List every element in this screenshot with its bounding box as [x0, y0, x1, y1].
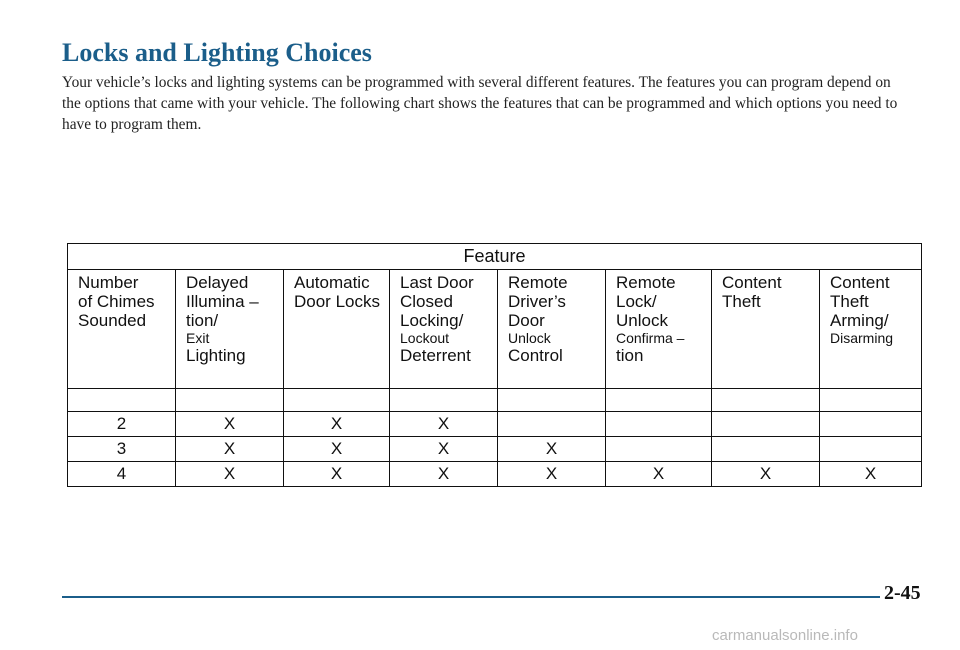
header-line: Lock/	[616, 292, 657, 311]
table-cell	[606, 437, 712, 462]
feature-group-header: Feature	[68, 244, 922, 270]
watermark-text: carmanualsonline.info	[712, 627, 858, 644]
table-cell: X	[712, 462, 820, 487]
header-line: Delayed	[186, 273, 249, 292]
footer-rule	[62, 596, 880, 598]
table-cell	[712, 412, 820, 437]
col-content-theft	[712, 270, 820, 389]
table-cell: X	[390, 462, 498, 487]
col-automatic-door-locks	[284, 270, 390, 389]
table-cell: X	[284, 462, 390, 487]
column-headers	[68, 270, 922, 389]
table-cell	[820, 437, 922, 462]
table-cell	[606, 412, 712, 437]
table-cell	[498, 412, 606, 437]
header-line: Remote	[616, 273, 676, 292]
header-line-small: Disarming	[830, 330, 894, 346]
page-title: Locks and Lighting Choices	[62, 38, 372, 67]
header-line-small: Unlock	[508, 330, 551, 346]
col-delayed-illumination	[176, 270, 284, 389]
header-line: Door Locks	[294, 292, 380, 311]
header-line-small: Confirma –	[616, 330, 685, 346]
col-number-of-chimes	[68, 270, 176, 389]
header-line: Door	[508, 311, 545, 330]
table-cell: 3	[68, 437, 176, 462]
page-number: 2-45	[884, 582, 921, 604]
header-line-small: Exit	[186, 330, 210, 346]
table-cell: X	[284, 437, 390, 462]
header-line: Remote	[508, 273, 568, 292]
header-line: Content	[722, 273, 782, 292]
header-line: Sounded	[78, 311, 147, 330]
header-line: Arming/	[830, 311, 889, 330]
table-cell: X	[606, 462, 712, 487]
col-last-door-closed-locking	[390, 270, 498, 389]
table-cell: X	[176, 412, 284, 437]
col-remote-drivers-door-unlock	[498, 270, 606, 389]
table-cell: X	[176, 437, 284, 462]
header-line: Locking/	[400, 311, 464, 330]
table-row	[68, 412, 922, 437]
table-cell	[712, 437, 820, 462]
table-cell: X	[820, 462, 922, 487]
table-cell: X	[284, 412, 390, 437]
header-line: Theft	[830, 292, 869, 311]
col-remote-lock-unlock-confirmation	[606, 270, 712, 389]
header-line-small: Lockout	[400, 330, 450, 346]
table-cell: X	[390, 437, 498, 462]
header-line: Deterrent	[400, 346, 471, 365]
col-content-theft-arming	[820, 270, 922, 389]
table-cell: 4	[68, 462, 176, 487]
table-row	[68, 437, 922, 462]
header-line: Last Door	[400, 273, 474, 292]
table-cell: X	[176, 462, 284, 487]
table-cell	[820, 412, 922, 437]
header-line: Driver’s	[508, 292, 566, 311]
header-line: Illumina –	[186, 292, 259, 311]
table-cell: X	[390, 412, 498, 437]
header-line: Number	[78, 273, 139, 292]
feature-table	[67, 243, 922, 487]
spacer-row	[68, 389, 922, 412]
header-line: Content	[830, 273, 890, 292]
header-line: Closed	[400, 292, 453, 311]
intro-paragraph: Your vehicle’s locks and lighting systems can be programmed with several different features. The features you can program depend on the options that came with your vehicle. The following chart shows the features that can be programmed and which options you need to have to program them.	[62, 74, 898, 133]
header-line: tion/	[186, 311, 219, 330]
table-cell: X	[498, 437, 606, 462]
header-line: Theft	[722, 292, 761, 311]
header-line: of Chimes	[78, 292, 155, 311]
table-row	[68, 462, 922, 487]
header-line: Automatic	[294, 273, 370, 292]
header-line: Lighting	[186, 346, 246, 365]
header-line: Unlock	[616, 311, 668, 330]
table-cell: 2	[68, 412, 176, 437]
header-line: tion	[616, 346, 644, 365]
header-line: Control	[508, 346, 563, 365]
table-cell: X	[498, 462, 606, 487]
